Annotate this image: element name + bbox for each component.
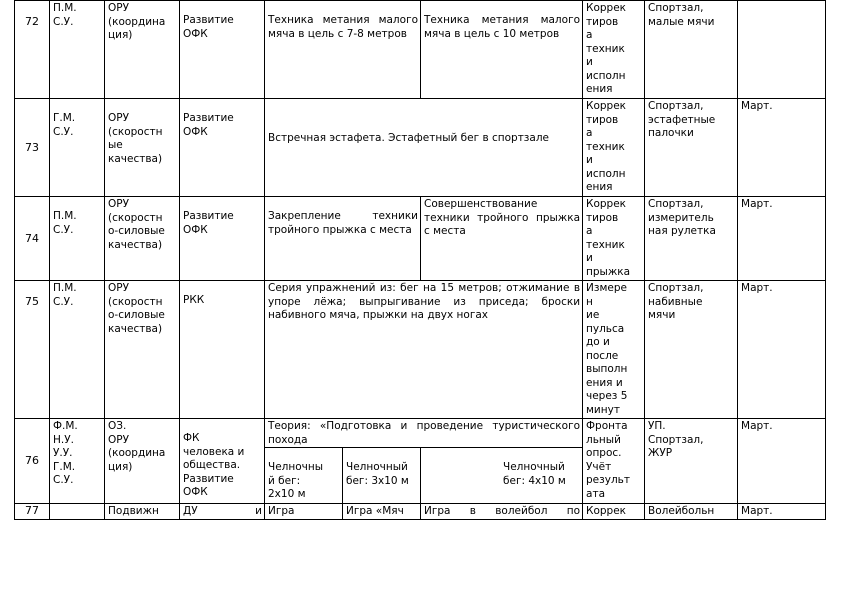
- lesson-type-cell: ОРУ (скоростн о-силовые качества): [105, 197, 180, 281]
- teacher-cell: П.М. С.У.: [50, 281, 105, 419]
- theory-cell: Теория: «Подготовка и проведение туристического похода: [265, 419, 583, 448]
- table-row: [15, 99, 826, 197]
- table-row: [15, 281, 826, 419]
- goal-cell: [180, 197, 265, 281]
- teacher-cell: [50, 197, 105, 281]
- content-cell: [265, 1, 421, 99]
- teacher-cell: [50, 99, 105, 197]
- equipment-cell: Спортзал, эстафетные палочки: [645, 99, 738, 197]
- lesson-type-cell: ОРУ (координа ция): [105, 1, 180, 99]
- goal-text: Развитие ОФК: [183, 112, 234, 138]
- lesson-number: 77: [15, 504, 50, 520]
- equipment-cell: Спортзал, малые мячи: [645, 1, 738, 99]
- content-text: Встречная эстафета. Эстафетный бег в спортзале: [268, 132, 549, 145]
- teacher-text: Г.М. С.У.: [53, 112, 76, 138]
- control-cell: Коррек: [583, 504, 645, 520]
- lesson-number: 75: [15, 281, 50, 419]
- table-row: [15, 197, 826, 281]
- date-cell: Март.: [738, 504, 826, 520]
- lesson-plan-table: [14, 0, 826, 520]
- teacher-cell: Ф.М. Н.У. У.У. Г.М. С.У.: [50, 419, 105, 504]
- teacher-cell: [50, 504, 105, 520]
- content-text: Техника метания малого мяча в цель с 10 метров: [424, 14, 581, 40]
- control-cell: Коррек тиров а техник и исполн ения: [583, 99, 645, 197]
- goal-cell: [180, 99, 265, 197]
- lesson-type-cell: ОРУ (скоростн о-силовые качества): [105, 281, 180, 419]
- lesson-plan-sheet: [14, 0, 826, 520]
- goal-cell: [180, 281, 265, 419]
- control-cell: Фронта льный опрос. Учёт результ ата: [583, 419, 645, 504]
- lesson-number: 72: [15, 1, 50, 99]
- goal-text: Развитие ОФК: [183, 210, 234, 236]
- equipment-cell: Спортзал, измеритель ная рулетка: [645, 197, 738, 281]
- date-cell: [738, 1, 826, 99]
- content-cell: [421, 1, 583, 99]
- table-row: [15, 419, 826, 448]
- date-cell: Март.: [738, 419, 826, 504]
- shuttle-run-text: Челночный бег: 3х10 м: [346, 461, 409, 487]
- shuttle-run-cell: [421, 448, 583, 504]
- goal-text: РКК: [183, 294, 205, 306]
- goal-cell: ДУ и: [180, 504, 265, 520]
- equipment-cell: Спортзал, набивные мячи: [645, 281, 738, 419]
- goal-text: Развитие ОФК: [183, 14, 234, 40]
- lesson-number: 76: [15, 419, 50, 504]
- goal-cell: [180, 419, 265, 504]
- content-cell: [265, 197, 421, 281]
- equipment-cell: Волейбольн: [645, 504, 738, 520]
- shuttle-run-cell: [265, 448, 343, 504]
- table-row: [15, 1, 826, 99]
- goal-cell: [180, 1, 265, 99]
- control-cell: Коррек тиров а техник и исполн ения: [583, 1, 645, 99]
- content-cell: [265, 99, 583, 197]
- lesson-type-cell: Подвижн: [105, 504, 180, 520]
- teacher-text: П.М. С.У.: [53, 210, 77, 236]
- goal-text: ФК человека и общества. Развитие ОФК: [183, 432, 245, 498]
- lesson-number: 74: [15, 197, 50, 281]
- content-text: Закрепление техники тройного прыжка с места: [268, 210, 419, 236]
- lesson-number: 73: [15, 99, 50, 197]
- game-cell: Игра: [265, 504, 343, 520]
- content-cell: Совершенствование техники тройного прыжка с места: [421, 197, 583, 281]
- date-cell: Март.: [738, 99, 826, 197]
- content-text: Техника метания малого мяча в цель с 7-8 метров: [268, 14, 419, 40]
- lesson-type-cell: ОЗ. ОРУ (координа ция): [105, 419, 180, 504]
- game-cell: Игра в волейбол по: [421, 504, 583, 520]
- control-cell: Коррек тиров а техник и прыжка: [583, 197, 645, 281]
- table-row: [15, 504, 826, 520]
- shuttle-run-cell: [343, 448, 421, 504]
- game-cell: Игра «Мяч: [343, 504, 421, 520]
- content-cell: Серия упражнений из: бег на 15 метров; отжимание в упоре лёжа; выпрыгивание из приседа; броски набивного мяча, прыжки на двух ногах: [265, 281, 583, 419]
- teacher-cell: П.М. С.У.: [50, 1, 105, 99]
- shuttle-run-text: Челночны й бег: 2х10 м: [268, 461, 324, 500]
- control-cell: Измере н ие пульса до и после выполн ения и через 5 минут: [583, 281, 645, 419]
- lesson-type-text: ОРУ (скоростн ые качества): [108, 112, 163, 165]
- date-cell: Март.: [738, 197, 826, 281]
- lesson-type-cell: [105, 99, 180, 197]
- equipment-cell: УП. Спортзал, ЖУР: [645, 419, 738, 504]
- date-cell: Март.: [738, 281, 826, 419]
- shuttle-run-text: Челночный бег: 4х10 м: [503, 461, 566, 487]
